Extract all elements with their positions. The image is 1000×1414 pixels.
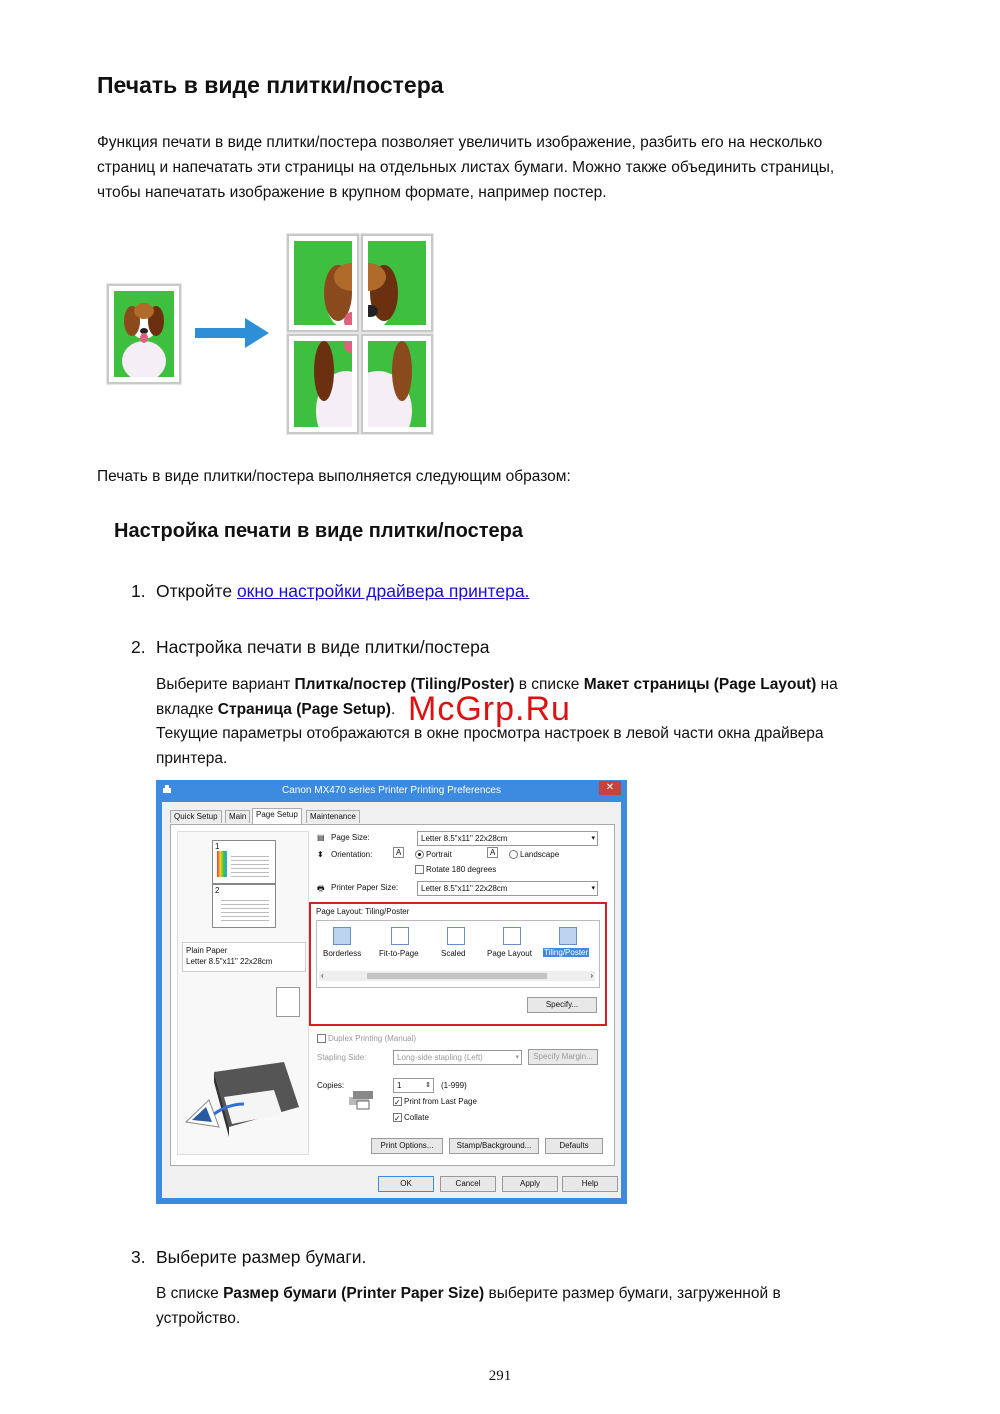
arrow-right-icon [195, 316, 271, 350]
copies-icon [347, 1087, 377, 1111]
printer-paper-size-label: Printer Paper Size: [331, 883, 399, 892]
copies-stepper[interactable] [393, 1078, 434, 1093]
watermark: McGrp.Ru [408, 690, 571, 728]
stapling-select[interactable] [393, 1050, 522, 1065]
copies-value: 1 [397, 1081, 402, 1090]
text: выберите размер бумаги, загруженной в [484, 1285, 781, 1302]
layout-scrollbar[interactable] [319, 971, 595, 981]
duplex-checkbox[interactable] [317, 1034, 416, 1043]
layout-tiling-poster[interactable]: Tiling/Poster [544, 948, 589, 957]
step-3-description [156, 1282, 916, 1331]
spinner-icon[interactable]: ⇕ [425, 1082, 431, 1089]
print-from-last-label: Print from Last Page [404, 1097, 477, 1106]
text: в списке [514, 676, 584, 693]
copies-range: (1-999) [441, 1081, 467, 1090]
step-number: 2. [131, 637, 146, 657]
preview-page-number: 2 [215, 886, 220, 895]
copies-label: Copies: [317, 1081, 345, 1090]
preview-paper-size: Letter 8.5"x11" 22x28cm [186, 957, 273, 966]
page-size-value: Letter 8.5"x11" 22x28cm [421, 834, 508, 843]
step-number: 1. [131, 581, 146, 601]
emphasis: Размер бумаги (Printer Paper Size) [223, 1285, 485, 1302]
portrait-radio[interactable] [415, 850, 452, 859]
layout-page-layout[interactable]: Page Layout [487, 949, 532, 958]
preview-page-2 [212, 884, 276, 928]
step-text [156, 581, 529, 602]
landscape-label: Landscape [520, 850, 560, 859]
tab-page-setup[interactable]: Page Setup [252, 808, 302, 824]
portrait-icon: A [393, 847, 404, 858]
emphasis: Страница (Page Setup) [217, 700, 391, 718]
tile-3 [287, 334, 359, 434]
print-options-button[interactable]: Print Options... [371, 1138, 443, 1154]
collate-label: Collate [404, 1113, 429, 1122]
duplex-label: Duplex Printing (Manual) [328, 1034, 417, 1043]
chevron-down-icon: ▾ [591, 885, 595, 892]
scroll-thumb[interactable] [367, 973, 547, 979]
page-layout-icon [503, 927, 521, 945]
landscape-icon: A [487, 847, 498, 858]
page-number: 291 [488, 1368, 512, 1384]
emphasis: Плитка/постер (Tiling/Poster) [294, 676, 515, 693]
ok-button[interactable]: OK [378, 1176, 434, 1192]
dialog-title: Canon MX470 series Printer Printing Preferences [282, 785, 501, 796]
cancel-button[interactable]: Cancel [440, 1176, 496, 1192]
text: принтера. [156, 749, 228, 767]
settings-preview [177, 831, 309, 1155]
layout-borderless[interactable]: Borderless [323, 949, 362, 958]
defaults-button[interactable]: Defaults [545, 1138, 603, 1154]
layout-scaled[interactable]: Scaled [441, 949, 466, 958]
preview-info [182, 942, 306, 972]
tab-quick-setup[interactable]: Quick Setup [170, 810, 222, 823]
intro-line: чтобы напечатать изображение в крупном формате, например постер. [97, 184, 607, 201]
page-size-icon: ▤ [317, 833, 325, 842]
preview-paper-type: Plain Paper [186, 946, 228, 955]
tiling-poster-icon [559, 927, 577, 945]
emphasis: Макет страницы (Page Layout) [583, 676, 817, 693]
stapling-label: Stapling Side: [317, 1053, 367, 1062]
borderless-icon [333, 927, 351, 945]
chevron-down-icon: ▾ [591, 835, 595, 842]
text: . [390, 700, 396, 718]
apply-button[interactable]: Apply [502, 1176, 558, 1192]
stamp-background-button[interactable]: Stamp/Background... [449, 1138, 539, 1154]
specify-button[interactable]: Specify... [527, 997, 597, 1013]
section-title: Настройка печати в виде плитки/постера [114, 520, 523, 542]
close-button[interactable]: ✕ [599, 781, 621, 795]
page-layout-highlight [309, 902, 607, 1026]
tile-2 [361, 234, 433, 332]
dog-image [114, 291, 174, 377]
print-from-last-checkbox[interactable]: ✓ Print from Last Page [394, 1097, 477, 1108]
text: устройство. [156, 1309, 241, 1327]
printer-preferences-dialog [156, 780, 627, 1204]
chevron-down-icon: ▾ [515, 1054, 519, 1061]
printer-illustration-icon [184, 1052, 302, 1142]
preview-page-1 [212, 840, 276, 884]
step-text: Выберите размер бумаги. [156, 1247, 367, 1267]
preview-page-number: 1 [215, 842, 220, 851]
scroll-right-icon[interactable]: › [590, 971, 593, 980]
step-text: Настройка печати в виде плитки/постера [156, 637, 490, 657]
help-button[interactable]: Help [562, 1176, 618, 1192]
portrait-label: Portrait [426, 850, 452, 859]
scroll-left-icon[interactable]: ‹ [321, 971, 324, 980]
text: на [816, 676, 838, 693]
rotate-label: Rotate 180 degrees [426, 865, 497, 874]
scaled-icon [447, 927, 465, 945]
page-title: Печать в виде плитки/постера [97, 72, 444, 98]
page-layout-label: Page Layout: Tiling/Poster [316, 907, 410, 916]
printer-paper-size-value: Letter 8.5"x11" 22x28cm [421, 884, 508, 893]
text: Текущие параметры отображаются в окне просмотра настроек в левой части окна драйвера [156, 725, 824, 742]
tab-maintenance[interactable]: Maintenance [306, 810, 360, 823]
tile-4 [361, 334, 433, 434]
landscape-radio[interactable] [509, 850, 559, 859]
paper-icon [276, 987, 300, 1017]
page-size-select[interactable] [417, 831, 598, 846]
layout-fit-to-page[interactable]: Fit-to-Page [379, 949, 419, 958]
layout-list [316, 920, 600, 988]
printer-icon: 🖶 [317, 884, 325, 893]
intro-line: страниц и напечатать эти страницы на отдельных листах бумаги. Можно также объединить страницы, [97, 159, 835, 176]
step-number: 3. [131, 1247, 146, 1267]
text: Выберите вариант [156, 676, 295, 693]
dialog-titlebar [156, 780, 627, 802]
specify-margin-button[interactable]: Specify Margin... [528, 1049, 598, 1065]
text: вкладке [156, 700, 218, 718]
step-prefix: Откройте [156, 581, 237, 601]
lead-text: Печать в виде плитки/постера выполняется следующим образом: [97, 468, 571, 485]
orientation-icon: ⬍ [317, 850, 324, 859]
dialog-body [162, 802, 621, 1198]
intro-paragraph [97, 130, 917, 205]
page-size-label: Page Size: [331, 833, 370, 842]
original-photo [107, 284, 181, 384]
tab-main[interactable]: Main [225, 810, 250, 823]
stapling-value: Long-side stapling (Left) [397, 1053, 483, 1062]
collate-checkbox[interactable]: ✓ Collate [394, 1113, 429, 1124]
intro-line: Функция печати в виде плитки/постера позволяет увеличить изображение, разбить его на несколько [97, 134, 823, 151]
printer-paper-size-select[interactable] [417, 881, 598, 896]
orientation-label: Orientation: [331, 850, 373, 859]
text: В списке [156, 1285, 224, 1302]
page-setup-panel [170, 824, 615, 1166]
rotate-checkbox[interactable] [415, 865, 496, 874]
tile-1 [287, 234, 359, 332]
driver-setup-link[interactable]: окно настройки драйвера принтера. [236, 581, 530, 601]
fit-to-page-icon [391, 927, 409, 945]
